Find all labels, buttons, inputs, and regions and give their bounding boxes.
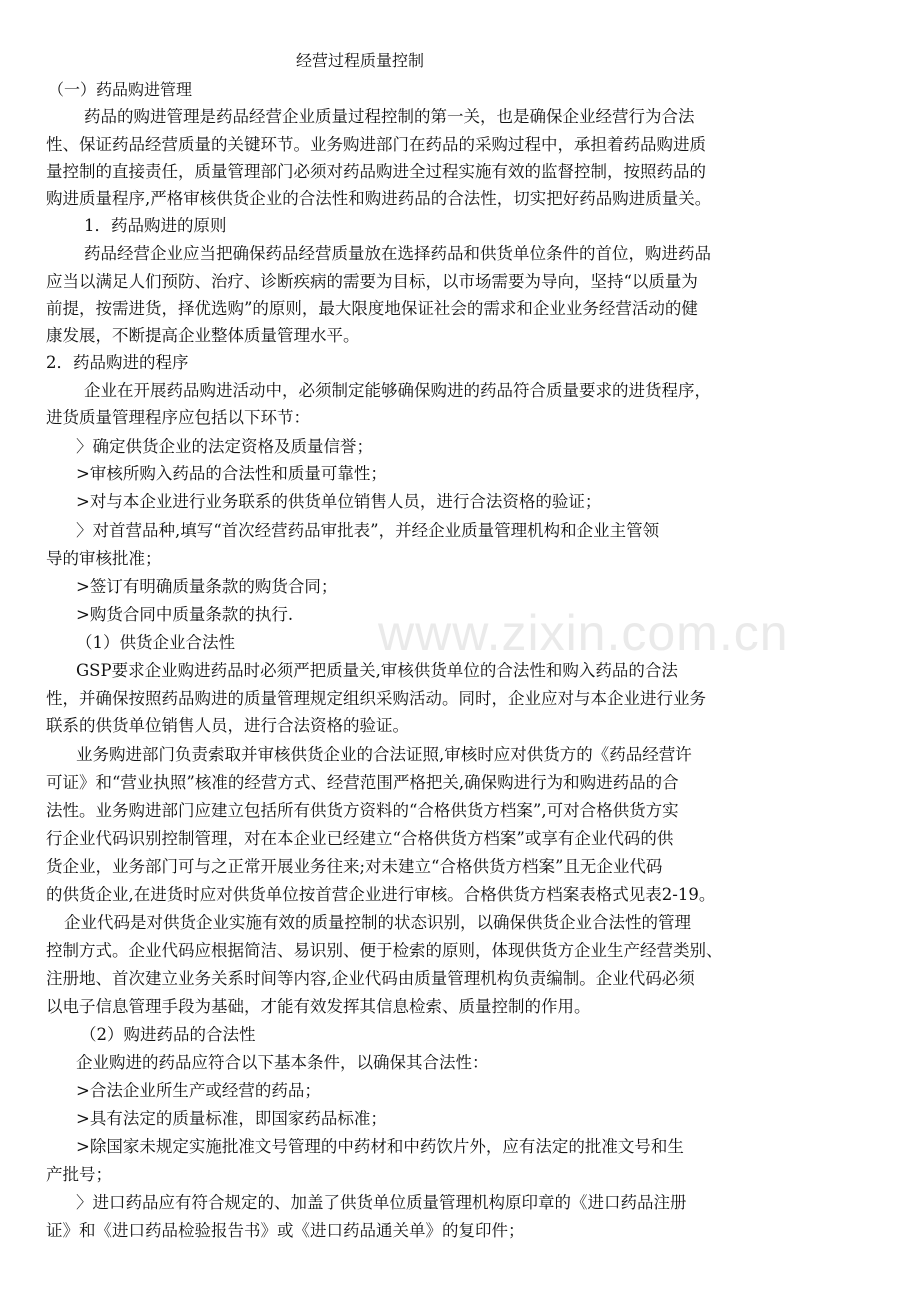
watermark-text: www.zixin.com.cn bbox=[378, 605, 789, 661]
paragraph-line: 应当以满足人们预防、治疗、诊断疾病的需要为目标，以市场需要为导向，坚持“以质量为 bbox=[46, 272, 698, 291]
list-item-continuation: 导的审核批准； bbox=[46, 549, 162, 568]
subsection-heading: 1．药品购进的原则 bbox=[84, 216, 227, 235]
paragraph-line: 购进质量程序,严格审核供货企业的合法性和购进药品的合法性，切实把好药品购进质量关。 bbox=[46, 189, 712, 208]
paragraph-line: 联系的供货单位销售人员，进行合法资格的验证。 bbox=[46, 716, 409, 735]
list-item: >审核所购入药品的合法性和质量可靠性； bbox=[76, 464, 387, 483]
paragraph-line: 控制方式。企业代码应根据简洁、易识别、便于检索的原则，体现供货方企业生产经营类别、 bbox=[46, 941, 723, 960]
paragraph-line: 的供货企业,在进货时应对供货单位按首营企业进行审核。合格供货方档案表格式见表2-19。 bbox=[46, 885, 716, 904]
paragraph-line: 康发展，不断提高企业整体质量管理水平。 bbox=[46, 326, 360, 345]
paragraph-line: 企业代码是对供货企业实施有效的质量控制的状态识别，以确保供货企业合法性的管理 bbox=[64, 913, 691, 932]
subsection-heading: 2．药品购进的程序 bbox=[46, 353, 189, 372]
list-item: >合法企业所生产或经营的药品； bbox=[76, 1081, 321, 1100]
paragraph-line: 货企业，业务部门可与之正常开展业务往来;对未建立“合格供货方档案”且无企业代码 bbox=[46, 857, 663, 876]
paragraph-line: 企业购进的药品应符合以下基本条件，以确保其合法性： bbox=[76, 1053, 489, 1072]
paragraph-line: 以电子信息管理手段为基础，才能有效发挥其信息检索、质量控制的作用。 bbox=[46, 997, 591, 1016]
paragraph-line: 业务购进部门负责索取并审核供货企业的合法证照,审核时应对供货方的《药品经营许 bbox=[76, 745, 692, 764]
list-item-continuation: 产批号； bbox=[46, 1165, 112, 1184]
paragraph-line: 性、保证药品经营质量的关键环节。业务购进部门在药品的采购过程中，承担着药品购进质 bbox=[46, 135, 706, 154]
paragraph-line: 法性。业务购进部门应建立包括所有供货方资料的“合格供货方档案”,可对合格供货方实 bbox=[46, 801, 679, 820]
paragraph-line: 注册地、首次建立业务关系时间等内容,企业代码由质量管理机构负责编制。企业代码必须 bbox=[46, 969, 695, 988]
subsection-heading: （1）供货企业合法性 bbox=[76, 633, 235, 652]
paragraph-line: 企业在开展药品购进活动中，必须制定能够确保购进的药品符合质量要求的进货程序， bbox=[84, 381, 711, 400]
section-heading: （一）药品购进管理 bbox=[48, 80, 193, 99]
list-item: >对与本企业进行业务联系的供货单位销售人员，进行合法资格的验证； bbox=[76, 492, 602, 511]
paragraph-line: GSP要求企业购进药品时必须严把质量关,审核供货单位的合法性和购入药品的合法 bbox=[76, 661, 678, 680]
paragraph-line: 可证》和“营业执照”核准的经营方式、经营范围严格把关,确保购进行为和购进药品的合 bbox=[46, 773, 679, 792]
list-item: 〉进口药品应有符合规定的、加盖了供货单位质量管理机构原印章的《进口药品注册 bbox=[76, 1193, 687, 1212]
paragraph-line: 进货质量管理程序应包括以下环节： bbox=[46, 408, 310, 427]
paragraph-line: 药品经营企业应当把确保药品经营质量放在选择药品和供货单位条件的首位，购进药品 bbox=[84, 244, 711, 263]
paragraph-line: 前提，按需进货，择优选购”的原则，最大限度地保证社会的需求和企业业务经营活动的健 bbox=[46, 299, 698, 318]
paragraph-line: 量控制的直接责任，质量管理部门必须对药品购进全过程实施有效的监督控制，按照药品的 bbox=[46, 162, 706, 181]
list-item: >购货合同中质量条款的执行. bbox=[76, 605, 294, 624]
paragraph-line: 行企业代码识别控制管理，对在本企业已经建立“合格供货方档案”或享有企业代码的供 bbox=[46, 829, 674, 848]
list-item: >除国家未规定实施批准文号管理的中药材和中药饮片外，应有法定的批准文号和生 bbox=[76, 1137, 684, 1156]
paragraph-line: 性，并确保按照药品购进的质量管理规定组织采购活动。同时，企业应对与本企业进行业务 bbox=[46, 689, 706, 708]
list-item: >具有法定的质量标准，即国家药品标准； bbox=[76, 1109, 387, 1128]
list-item: 〉确定供货企业的法定资格及质量信誉； bbox=[76, 437, 373, 456]
list-item: >签订有明确质量条款的购货合同； bbox=[76, 577, 338, 596]
document-title: 经营过程质量控制 bbox=[296, 51, 425, 70]
subsection-heading: （2）购进药品的合法性 bbox=[80, 1025, 256, 1044]
paragraph-line: 药品的购进管理是药品经营企业质量过程控制的第一关，也是确保企业经营行为合法 bbox=[84, 107, 695, 126]
list-item-continuation: 证》和《进口药品检验报告书》或《进口药品通关单》的复印件； bbox=[46, 1221, 525, 1240]
list-item: 〉对首营品种,填写“首次经营药品审批表”，并经企业质量管理机构和企业主管领 bbox=[76, 521, 660, 540]
